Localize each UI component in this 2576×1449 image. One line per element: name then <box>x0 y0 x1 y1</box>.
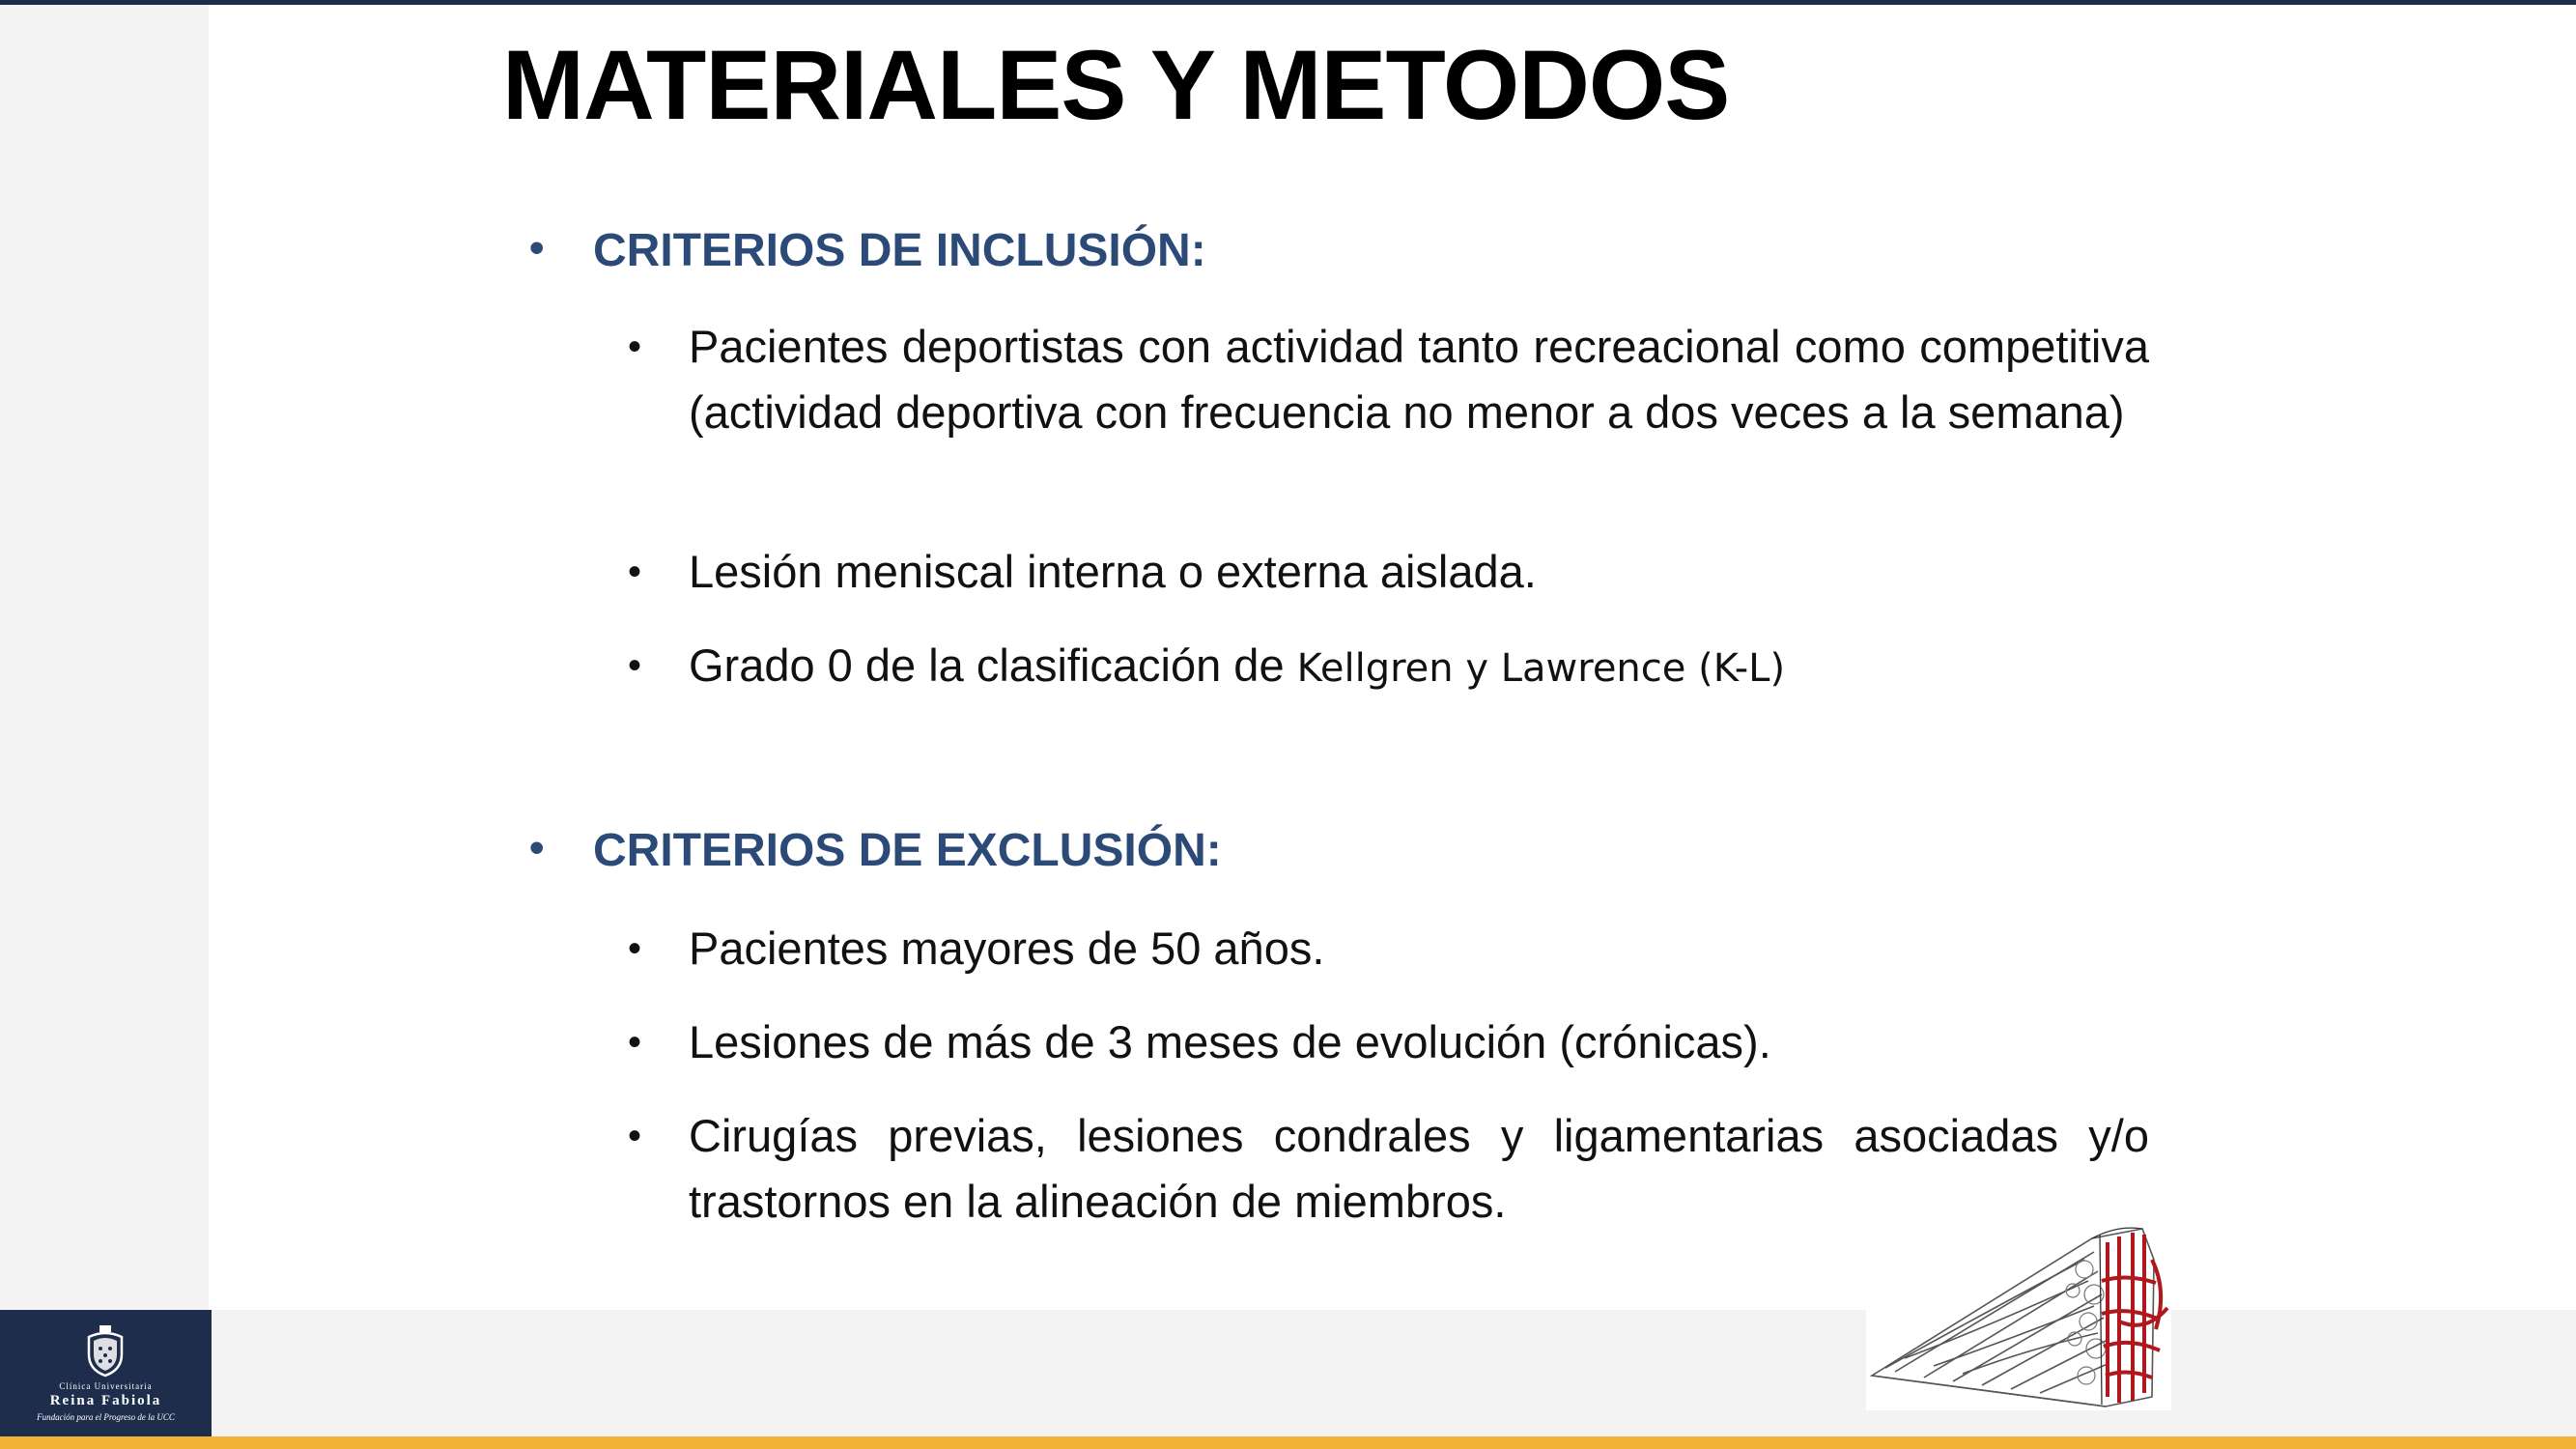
inclusion-heading-label: CRITERIOS DE INCLUSIÓN: <box>593 225 1206 276</box>
exclusion-heading-label: CRITERIOS DE EXCLUSIÓN: <box>593 825 1222 876</box>
logo-line3: Fundación para el Progreso de la UCC <box>37 1412 175 1422</box>
bullet: • <box>628 1115 642 1157</box>
list-item-text: Cirugías previas, lesiones condrales y ligamentarias asociadas y/o trastornos en la alineación de miembros. <box>689 1110 2149 1227</box>
list-item-text: Lesión meniscal interna o externa aislada. <box>689 546 1537 597</box>
bullet: • <box>529 824 545 871</box>
bullet: • <box>628 644 642 687</box>
list-item-text: Lesiones de más de 3 meses de evolución (crónicas). <box>689 1016 1771 1067</box>
footer-rule <box>0 1436 2576 1449</box>
meniscus-vascular-illustration <box>1866 1213 2171 1410</box>
logo-line2: Reina Fabiola <box>49 1393 162 1408</box>
logo-line1: Clínica Universitaria <box>59 1381 153 1391</box>
slide-title: MATERIALES Y METODOS <box>502 30 1730 140</box>
list-item-text: Pacientes deportistas con actividad tanto recreacional como competitiva (actividad deportiva con frecuencia no menor a dos veces a la semana) <box>689 321 2149 438</box>
clinic-logo <box>0 1310 212 1436</box>
bullet: • <box>628 551 642 593</box>
list-item-text <box>689 633 2149 701</box>
list-item-text: Pacientes mayores de 50 años. <box>689 923 1325 974</box>
university-crest-icon <box>83 1323 127 1378</box>
list-item-text-prefix: Grado 0 de la clasificación de <box>689 639 1297 691</box>
bullet: • <box>628 1021 642 1064</box>
bullet: • <box>628 927 642 970</box>
bullet: • <box>628 326 642 368</box>
bullet: • <box>529 224 545 271</box>
list-item-text-suffix: Kellgren y Lawrence (K-L) <box>1296 646 1786 691</box>
footer-band <box>0 1310 2576 1436</box>
